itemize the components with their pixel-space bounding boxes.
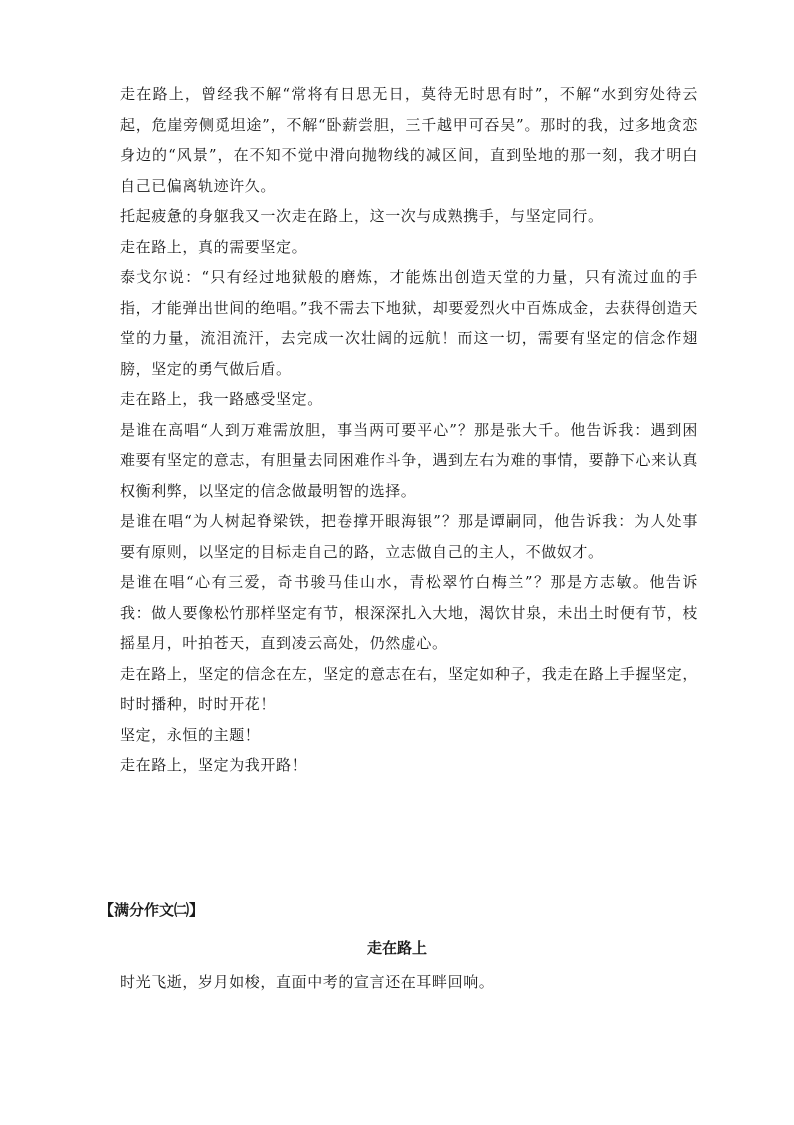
essay-one-paragraph-8: 是谁在唱“心有三爱，奇书骏马佳山水，青松翠竹白梅兰”？那是方志敏。他告诉我：做人要像松竹那样坚定有节，根深深扎入大地，渴饮甘泉，未出土时便有节，枝摇星月，叶拍苍天，直到凌云高处，仍然虚心。: [120, 573, 698, 652]
essay-two-title: 走在路上: [366, 939, 427, 957]
essay-one-paragraph-5: 走在路上，我一路感受坚定。: [120, 390, 323, 408]
essay-one-paragraph-1: 走在路上，曾经我不解“常将有日思无日，莫待无时思有时”，不解“水到穷处待云起，危崖旁侧觅坦途”，不解“卧薪尝胆，三千越甲可吞吴”。那时的我，过多地贪恋身边的“风景”，在不知不觉中滑向抛物线的减区间，直到坠地的那一刻，我才明白自己已偏离轨迹许久。: [120, 85, 698, 195]
essay-one-paragraph-10: 坚定，永恒的主题！: [120, 725, 261, 744]
essay-one-paragraph-2: 托起疲惫的身躯我又一次走在路上，这一次与成熟携手，与坚定同行。: [120, 207, 604, 225]
essay-two-paragraph-1: 时光飞逝，岁月如梭，直面中考的宣言还在耳畔回响。: [120, 973, 495, 991]
section-heading: 【满分作文㈡】: [99, 901, 205, 919]
essay-one-paragraph-11: 走在路上，坚定为我开路！: [120, 756, 308, 774]
essay-one-paragraph-7: 是谁在唱“为人树起脊梁铁，把卷撑开眼海银”？那是谭嗣同，他告诉我：为人处事要有原则，以坚定的目标走自己的路，立志做自己的主人，不做奴才。: [120, 512, 698, 561]
essay-one-paragraph-9: 走在路上，坚定的信念在左，坚定的意志在右，坚定如种子，我走在路上手握坚定，时时播种，时时开花！: [120, 664, 698, 713]
essay-one-body: [120, 79, 698, 781]
essay-one-paragraph-6: 是谁在高唱“人到万难需放胆，事当两可要平心”？那是张大千。他告诉我：遇到困难要有坚定的意志，有胆量去同困难作斗争，遇到左右为难的事情，要静下心来认真权衡利弊，以坚定的信念做最明智的选择。: [120, 420, 698, 500]
essay-one-paragraph-3: 走在路上，真的需要坚定。: [120, 237, 308, 256]
essay-one-paragraph-4: 泰戈尔说：“只有经过地狱般的磨炼，才能炼出创造天堂的力量，只有流过血的手指，才能弹出世间的绝唱。”我不需去下地狱，却要爱烈火中百炼成金，去获得创造天堂的力量，流泪流汗，去完成一次壮阔的远航！而这一切，需要有坚定的信念作翅膀，坚定的勇气做后盾。: [120, 268, 698, 378]
